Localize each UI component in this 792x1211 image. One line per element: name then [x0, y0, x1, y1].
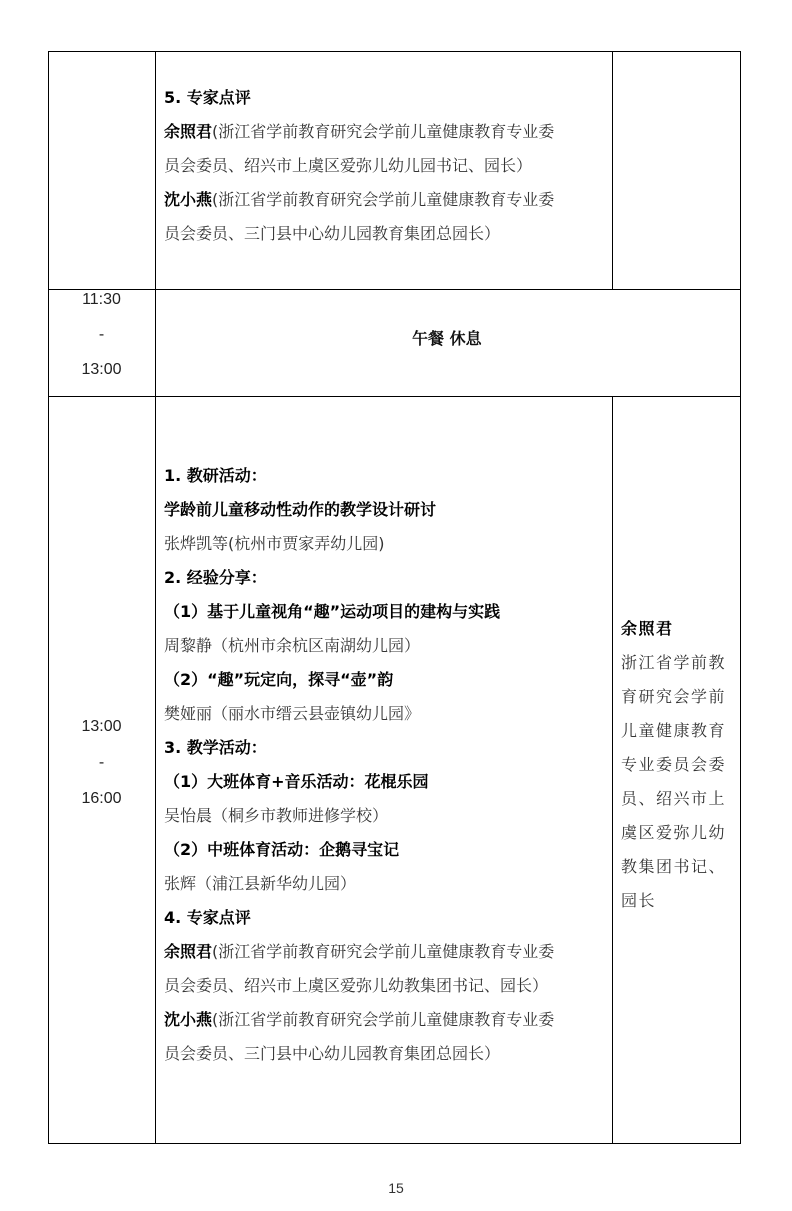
- row3-content-cell: [164, 459, 609, 1071]
- activity-title: （1）基于儿童视角“趣”运动项目的建构与实践: [164, 602, 501, 621]
- expert-affiliation: (浙江省学前教育研究会学前儿童健康教育专业委: [212, 190, 555, 209]
- host-title-line: 教集团书记、: [621, 857, 727, 876]
- host-title-line: 育研究会学前: [621, 687, 727, 706]
- time-separator: -: [98, 326, 105, 343]
- time-end: 16:00: [81, 790, 122, 807]
- expert-affiliation-cont: 员会委员、三门县中心幼儿园教育集团总园长）: [164, 1044, 501, 1063]
- expert-name: 沈小燕: [164, 190, 213, 209]
- section-heading: 1. 教研活动：: [164, 466, 267, 485]
- expert-line: [164, 1003, 609, 1037]
- column-divider: [612, 396, 613, 1144]
- activity-title: （1）大班体育+音乐活动：花棍乐园: [164, 772, 429, 791]
- lunch-break-label: 午餐 休息: [412, 329, 482, 348]
- host-cell: [621, 612, 739, 918]
- time-separator: -: [98, 754, 105, 771]
- row-divider: [48, 289, 741, 290]
- time-start: 11:30: [82, 291, 121, 308]
- section-heading: 2. 经验分享：: [164, 568, 267, 587]
- time-start: 13:00: [81, 718, 122, 735]
- row-divider: [48, 396, 741, 397]
- row1-content-cell: [164, 81, 609, 251]
- time-end: 13:00: [81, 361, 122, 378]
- presenter: 樊娅丽（丽水市缙云县壶镇幼儿园》: [164, 704, 421, 723]
- section-heading: 4. 专家点评: [164, 908, 251, 927]
- presenter: 周黎静（杭州市余杭区南湖幼儿园）: [164, 636, 421, 655]
- host-title-line: 儿童健康教育: [621, 721, 727, 740]
- expert-name: 余照君: [164, 122, 213, 141]
- column-divider: [155, 51, 156, 1144]
- expert-affiliation-cont: 员会委员、绍兴市上虞区爱弥儿幼儿园书记、园长）: [164, 156, 533, 175]
- expert-line: [164, 183, 609, 217]
- page-number: 15: [388, 1180, 404, 1196]
- expert-affiliation: (浙江省学前教育研究会学前儿童健康教育专业委: [212, 122, 555, 141]
- host-name: 余照君: [621, 619, 674, 638]
- expert-name: 沈小燕: [164, 1010, 213, 1029]
- expert-line: [164, 115, 609, 149]
- activity-title: （2）中班体育活动：企鹅寻宝记: [164, 840, 400, 859]
- host-title-line: 浙江省学前教: [621, 653, 727, 672]
- expert-affiliation-cont: 员会委员、三门县中心幼儿园教育集团总园长）: [164, 224, 501, 243]
- column-divider: [612, 51, 613, 289]
- section-heading: 3. 教学活动：: [164, 738, 267, 757]
- expert-affiliation: (浙江省学前教育研究会学前儿童健康教育专业委: [212, 1010, 555, 1029]
- activity-title: （2）“趣”玩定向，探寻“壶”韵: [164, 670, 394, 689]
- host-title-line: 员、绍兴市上: [621, 789, 727, 808]
- section-heading: 5. 专家点评: [164, 88, 251, 107]
- expert-line: [164, 935, 609, 969]
- expert-affiliation-cont: 员会委员、绍兴市上虞区爱弥儿幼教集团书记、园长）: [164, 976, 549, 995]
- expert-affiliation: (浙江省学前教育研究会学前儿童健康教育专业委: [212, 942, 555, 961]
- activity-title: 学龄前儿童移动性动作的教学设计研讨: [164, 500, 437, 519]
- host-title-line: 专业委员会委: [621, 755, 727, 774]
- host-title-line: 园长: [621, 891, 657, 910]
- presenter: 吴怡晨（桐乡市教师进修学校）: [164, 806, 389, 825]
- presenter: 张烨凯等(杭州市贾家弄幼儿园): [164, 534, 385, 553]
- expert-name: 余照君: [164, 942, 213, 961]
- host-title-line: 虞区爱弥儿幼: [621, 823, 727, 842]
- presenter: 张辉（浦江县新华幼儿园）: [164, 874, 357, 893]
